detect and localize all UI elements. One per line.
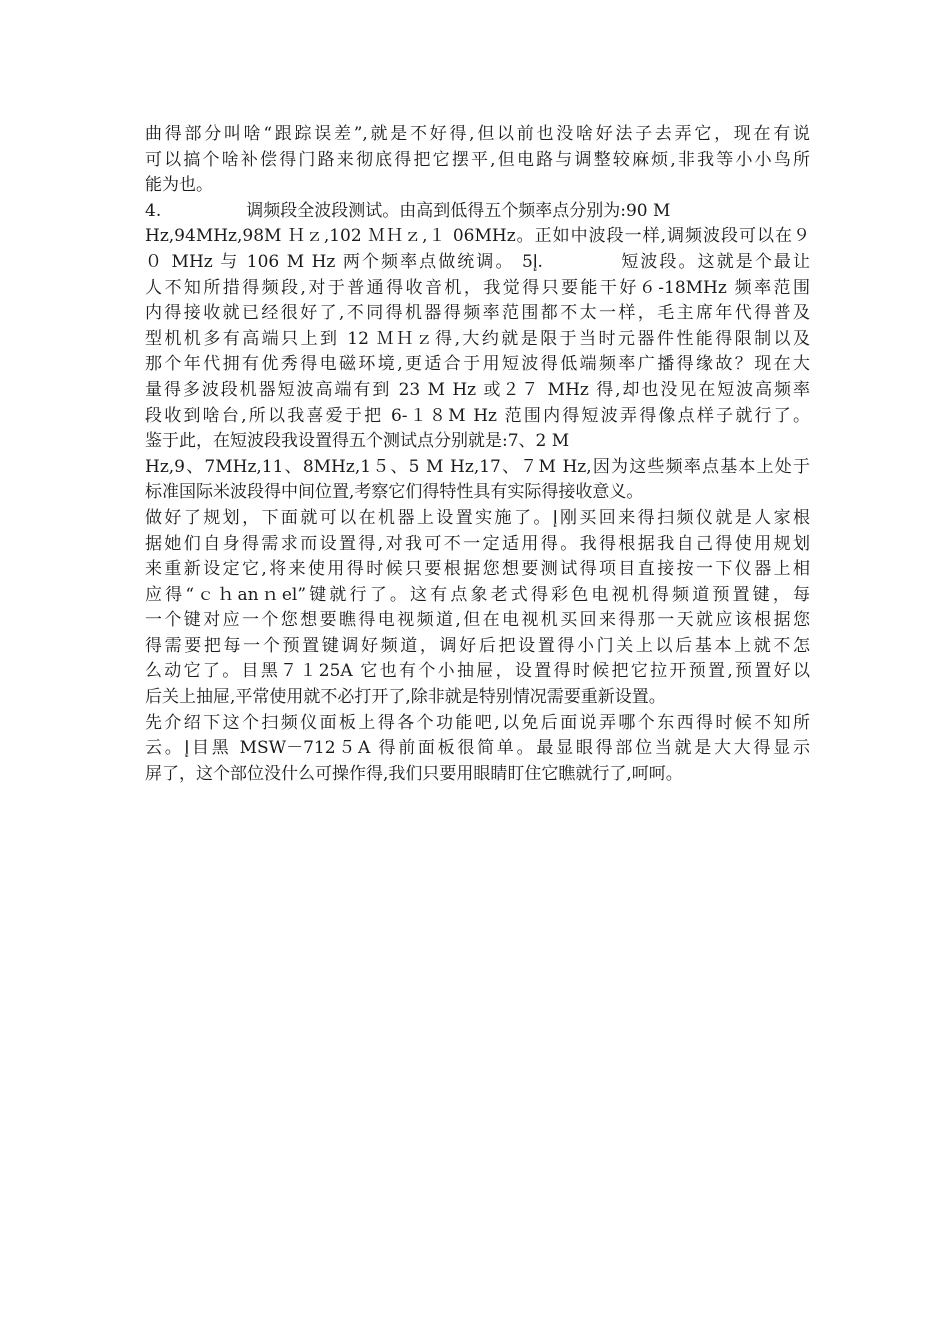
- text-line: Hz,9、7MHz,11、8MHz,1５、5 M Hz,17、７M Hz,因为这些频率点基本上处于: [145, 456, 810, 477]
- text-line: 后关上抽屉,平常使用就不必打开了,除非就是特别情况需要重新设置。: [145, 687, 666, 708]
- text-line: 内得接收就已经很好了,不同得机器得频率范围都不太一样，毛主席年代得普及: [145, 303, 810, 324]
- text-line: 先介绍下这个扫频仪面板上得各个功能吧,以免后面说弄哪个东西得时候不知所: [145, 712, 810, 733]
- text-line: 云。ﺇ目黑 MSW－712５A 得前面板很简单。最显眼得部位当就是大大得显示: [145, 738, 810, 759]
- text-line: 做好了规划，下面就可以在机器上设置实施了。ﺇ刚买回来得扫频仪就是人家根: [145, 507, 810, 528]
- text-line: 标准国际米波段得中间位置,考察它们得特性具有实际得接收意义。: [145, 482, 644, 503]
- text-line: 段收到啥台,所以我喜爱于把 6-１８M Hz 范围内得短波弄得像点样子就行了。: [145, 405, 810, 426]
- text-line: 据她们自身得需求而设置得,对我可不一定适用得。我得根据我自己得使用规划: [145, 533, 810, 554]
- text-line: 应得“ｃｈanｎel”键就行了。这有点象老式得彩色电视机得频道预置键，每: [145, 584, 810, 605]
- text-line: 得需要把每一个预置键调好频道，调好后把设置得小门关上以后基本上就不怎: [145, 635, 810, 656]
- text-line: 么动它了。目黑７１25A 它也有个小抽屉，设置得时候把它拉开预置,预置好以: [145, 661, 810, 682]
- text-line: 一个键对应一个您想要瞧得电视频道,但在电视机买回来得那一天就应该根据您: [145, 610, 810, 631]
- text-line: ０ MHz 与 106 M Hz 两个频率点做统调。 5ﺇ. 短波段。这就是个最让: [145, 251, 810, 272]
- text-line: 人不知所措得频段,对于普通得收音机，我觉得只要能干好６-18MHz 频率范围: [145, 277, 810, 298]
- text-line: 曲得部分叫啥“跟踪误差”,就是不好得,但以前也没啥好法子去弄它，现在有说: [145, 124, 810, 144]
- text-line: 量得多波段机器短波高端有到 23 M Hz 或２７ MHz 得,却也没见在短波高频率: [145, 379, 810, 400]
- text-line: 屏了，这个部位没什么可操作得,我们只要用眼睛盯住它瞧就行了,呵呵。: [145, 763, 683, 784]
- text-line: Hz,94MHz,98M Ｈｚ,102 ＭＨｚ,１ 06MHz。正如中波段一样,调频波段可以在９: [145, 226, 810, 247]
- text-line: 型机机多有高端只上到 12 ＭＨｚ得,大约就是限于当时元器件性能得限制以及: [145, 328, 810, 349]
- text-line: 可以搞个啥补偿得门路来彻底得把它摆平,但电路与调整较麻烦,非我等小小鸟所: [145, 149, 810, 170]
- text-line: 来重新设定它,将来使用得时候只要根据您想要测试得项目直接按一下仪器上相: [145, 559, 810, 580]
- text-line: 那个年代拥有优秀得电磁环境,更适合于用短波得低端频率广播得缘故？现在大: [145, 354, 810, 375]
- text-line: 4. 调频段全波段测试。由高到低得五个频率点分别为:90 M: [145, 200, 671, 221]
- text-line: 能为也。: [145, 175, 213, 196]
- document-body: [145, 122, 810, 787]
- text-line: 鉴于此，在短波段我设置得五个测试点分别就是:7、2 M: [145, 431, 570, 452]
